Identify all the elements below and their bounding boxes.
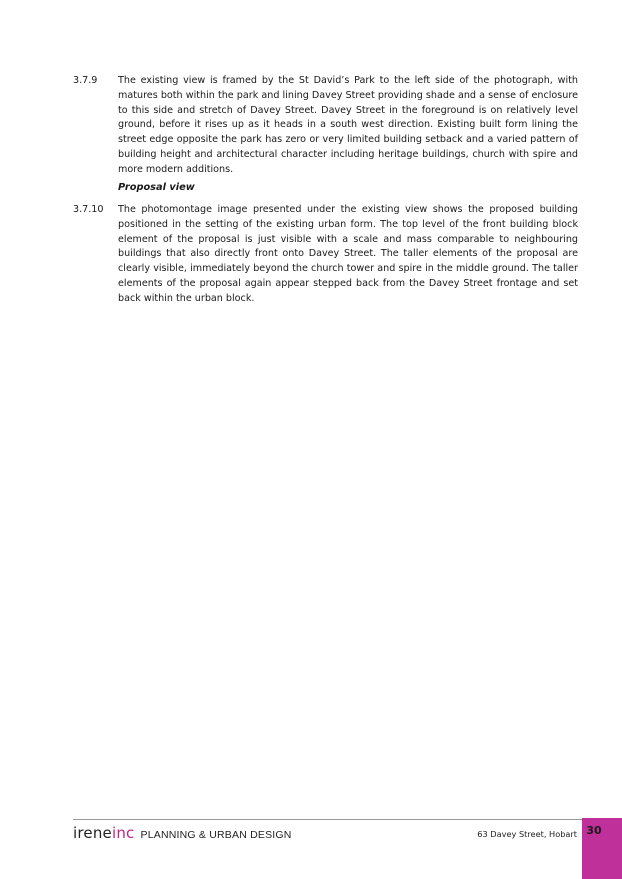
page-number: 30 (586, 824, 602, 837)
paragraph-text: The existing view is framed by the St David’s Park to the left side of the photograph, with matures both within the park and lining Davey Street providing shade and a sense of enclosure to this side and stretch of Davey Street. Davey Street in the foreground is on relatively level ground, before it rises up as it heads in a south west direction. Existing built form lining the street edge opposite the park has zero or very limited building setback and a varied pattern of building height and architectural character including heritage buildings, church with spire and more modern additions. (118, 75, 578, 175)
section-subheading: Proposal view (118, 182, 195, 193)
paragraph-3-7-10 (73, 203, 578, 307)
footer-divider (73, 819, 582, 820)
footer-brand-logo (73, 824, 292, 844)
paragraph-number: 3.7.9 (73, 75, 98, 86)
paragraph-3-7-9 (73, 74, 578, 178)
brand-tagline: PLANNING & URBAN DESIGN (140, 829, 292, 841)
logo-text-inc: inc (111, 824, 135, 842)
paragraph-text: The photomontage image presented under the existing view shows the proposed building positioned in the setting of the existing urban form. The top level of the front building block element of the proposal is just visible with a scale and mass comparable to neighbouring buildings that also directly front onto Davey Street. The taller elements of the proposal are clearly visible, immediately beyond the church tower and spire in the middle ground. The taller elements of the proposal again appear stepped back from the Davey Street frontage and set back within the urban block. (118, 204, 578, 304)
footer-address: 63 Davey Street, Hobart (477, 829, 577, 839)
page-number-tab (582, 818, 622, 879)
logo-text-irene: irene (73, 824, 112, 842)
paragraph-number: 3.7.10 (73, 204, 104, 215)
